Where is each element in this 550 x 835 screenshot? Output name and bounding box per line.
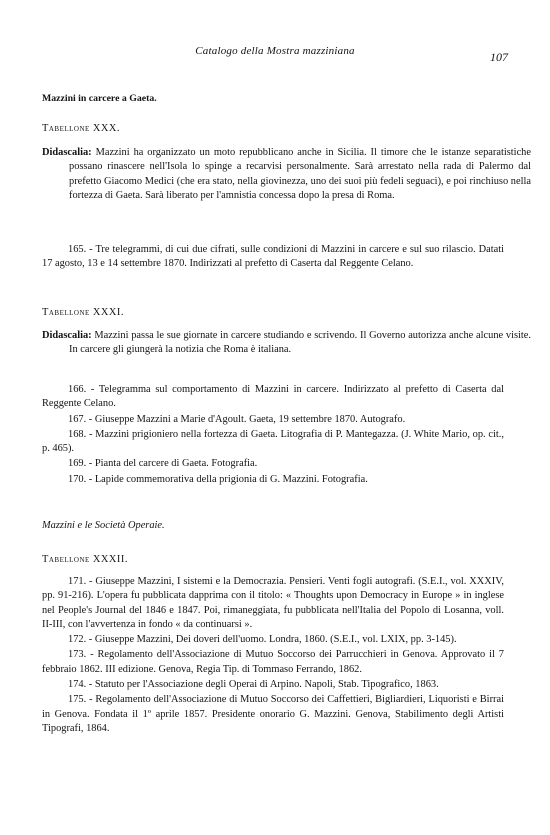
catalog-item-172: 172. - Giuseppe Mazzini, Dei doveri dell'uomo. Londra, 1860. (S.E.I., vol. LXIX, pp. 3-145). [68, 634, 457, 646]
catalog-item-165: 165. - Tre telegrammi, di cui due cifrati, sulle condizioni di Mazzini in carcere e sul suo rilascio. Datati 17 agosto, 13 e 14 settembre 1870. Indirizzati al prefetto di Caserta dal Reggente Celano. [42, 244, 504, 270]
didascalia-xxx [42, 146, 531, 203]
tabellone-xxxii-label: Tabellone XXXII. [42, 554, 128, 565]
catalog-item-174: 174. - Statuto per l'Associazione degli Operai di Arpino. Napoli, Stab. Tipografico, 1863. [68, 679, 439, 691]
didascalia-label: Didascalia: [42, 330, 92, 341]
didascalia-xxxi [42, 329, 531, 358]
tabellone-xxx-label: Tabellone XXX. [42, 123, 120, 134]
catalog-item-173: 173. - Regolamento dell'Associazione di Mutuo Soccorso dei Parrucchieri in Genova. Approvato il 7 febbraio 1862. III edizione. Genova, Regia Tip. di Tommaso Ferrando, 1862. [42, 649, 504, 675]
section-heading-societa-operaie: Mazzini e le Società Operaie. [42, 520, 165, 531]
catalog-item-167: 167. - Giuseppe Mazzini a Marie d'Agoult. Gaeta, 19 settembre 1870. Autografo. [68, 413, 406, 425]
catalog-items-166-170 [42, 383, 504, 487]
tabellone-xxxi-label: Tabellone XXXI. [42, 307, 124, 318]
catalog-item-166: 166. - Telegramma sul comportamento di Mazzini in carcere. Indirizzato al prefetto di Caserta dal Reggente Celano. [42, 384, 504, 410]
didascalia-label: Didascalia: [42, 147, 92, 158]
running-header: Catalogo della Mostra mazziniana [195, 45, 355, 57]
catalog-items-171-175 [42, 575, 504, 736]
section-heading-carcere: Mazzini in carcere a Gaeta. [42, 93, 157, 104]
catalog-item-170: 170. - Lapide commemorativa della prigionia di G. Mazzini. Fotografia. [68, 473, 368, 485]
catalog-item-175: 175. - Regolamento dell'Associazione di Mutuo Soccorso dei Caffettieri, Bigliardieri, Liquoristi e Birrai in Genova. Fondata il 1º aprile 1857. Presidente onorario G. Mazzini. Genova, Stabilimento degli Artisti Tipografi, 1864. [42, 694, 504, 734]
didascalia-text: Mazzini passa le sue giornate in carcere studiando e scrivendo. Il Governo autorizza anche alcune visite. In carcere gli giungerà la notizia che Roma è italiana. [69, 330, 531, 356]
catalog-item-169: 169. - Pianta del carcere di Gaeta. Fotografia. [68, 458, 258, 470]
catalog-item-168: 168. - Mazzini prigioniero nella fortezza di Gaeta. Litografia di P. Mantegazza. (J. White Mario, op. cit., p. 465). [42, 428, 504, 455]
catalog-item-171: 171. - Giuseppe Mazzini, I sistemi e la Democrazia. Pensieri. Venti fogli autografi. (S.E.I., vol. XXXIV, pp. 91-216). L'opera fu pubblicata dapprima con il titolo: « Thoughts upon Democracy in Europe » in inglese nel People's Journal del 1846 e 1847. Poi, rimaneggiata, fu pubblicata nell'Italia del Popolo di Losanna, voll. II-III, con l'avvertenza in fondo « da continuarsi ». [42, 576, 504, 630]
page-number: 107 [490, 50, 508, 64]
didascalia-text: Mazzini ha organizzato un moto repubblicano anche in Sicilia. Il timore che le istanze separatistiche possano rinascere nell'Isola lo spinge a recarvisi personalmente. Sarà arrestato nella rada di Palermo dal prefetto Giacomo Medici (che era stato, nella giovinezza, uno dei suoi più fedeli seguaci), e poi rinchiuso nella fortezza di Gaeta. Sarà liberato per l'amnistia concessa dopo la presa di Roma. [69, 147, 531, 201]
